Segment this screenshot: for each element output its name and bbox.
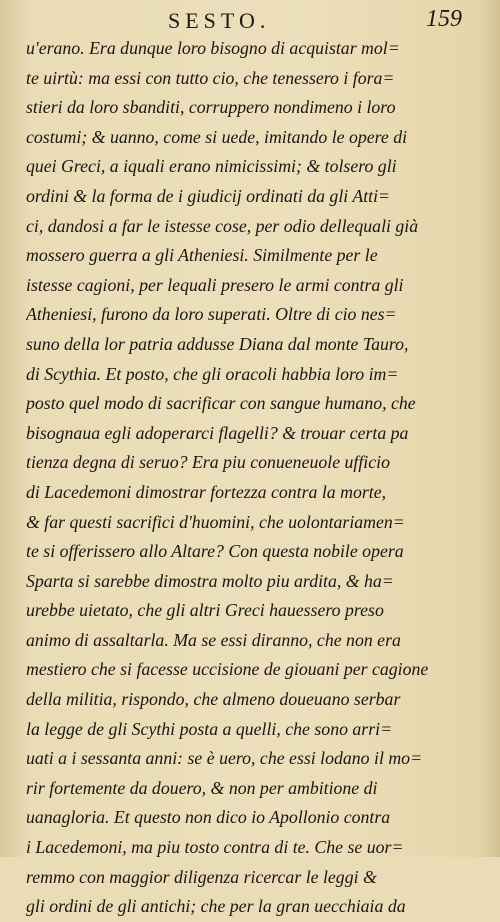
text-line: remmo con maggior diligenza ricercar le leggi & bbox=[26, 866, 377, 887]
text-line: gli ordini de gli antichi; che per la gran uecchiaia da bbox=[26, 896, 406, 917]
page-edge-shadow bbox=[480, 0, 500, 857]
text-line: suno della lor patria addusse Diana dal monte Tauro, bbox=[26, 333, 409, 354]
text-line: te si offerissero allo Altare? Con questa nobile opera bbox=[26, 541, 404, 562]
text-line: animo di assaltarla. Ma se essi diranno, che non era bbox=[26, 629, 401, 650]
text-line: la legge de gli Scythi posta a quelli, che sono arri= bbox=[26, 718, 393, 739]
text-line: istesse cagioni, per lequali presero le armi contra gli bbox=[26, 274, 404, 295]
body-text bbox=[26, 34, 476, 922]
page-number: 159 bbox=[426, 6, 462, 32]
text-line: stieri da loro sbanditi, corruppero nondimeno i loro bbox=[26, 97, 396, 118]
text-line: i Lacedemoni, ma piu tosto contra di te. Che se uor= bbox=[26, 837, 404, 858]
text-line: urebbe uietato, che gli altri Greci hauessero preso bbox=[26, 600, 384, 621]
running-head bbox=[0, 6, 500, 36]
text-line: uati a i sessanta anni: se è uero, che essi lodano il mo= bbox=[26, 748, 423, 769]
running-title: SESTO. bbox=[168, 8, 271, 33]
text-line: te uirtù: ma essi con tutto cio, che tenessero i fora= bbox=[26, 67, 395, 88]
text-line: uanagloria. Et questo non dico io Apollonio contra bbox=[26, 807, 391, 828]
text-line: Atheniesi, furono da loro superati. Oltre di cio nes= bbox=[26, 304, 397, 325]
text-line: mestiero che si facesse uccisione de giouani per cagione bbox=[26, 659, 429, 680]
text-line: mossero guerra a gli Atheniesi. Similmente per le bbox=[26, 245, 378, 266]
text-line: di Scythia. Et posto, che gli oracoli habbia loro im= bbox=[26, 363, 399, 384]
text-line: bisognaua egli adoperarci flagelli? & trouar certa pa bbox=[26, 422, 409, 443]
text-line: rir fortemente da douero, & non per ambitione di bbox=[26, 777, 378, 798]
text-line: della militia, rispondo, che almeno doueuano serbar bbox=[26, 689, 401, 710]
text-line: di Lacedemoni dimostrar fortezza contra la morte, bbox=[26, 481, 387, 502]
text-line: costumi; & uanno, come si uede, imitando le opere di bbox=[26, 126, 408, 147]
text-line: ordini & la forma de i giudicij ordinati da gli Atti= bbox=[26, 185, 391, 206]
text-line: & far questi sacrifici d'huomini, che uolontariamen= bbox=[26, 511, 405, 532]
text-line: tienza degna di seruo? Era piu conueneuole ufficio bbox=[26, 452, 390, 473]
text-line: quei Greci, a iquali erano nimicissimi; & tolsero gli bbox=[26, 156, 397, 177]
text-line: Sparta si sarebbe dimostra molto piu ardita, & ha= bbox=[26, 570, 394, 591]
text-line: posto quel modo di sacrificar con sangue humano, che bbox=[26, 393, 416, 414]
text-line: ci, dandosi a far le istesse cose, per odio dellequali già bbox=[26, 215, 419, 236]
text-line: u'erano. Era dunque loro bisogno di acquistar mol= bbox=[26, 38, 400, 58]
